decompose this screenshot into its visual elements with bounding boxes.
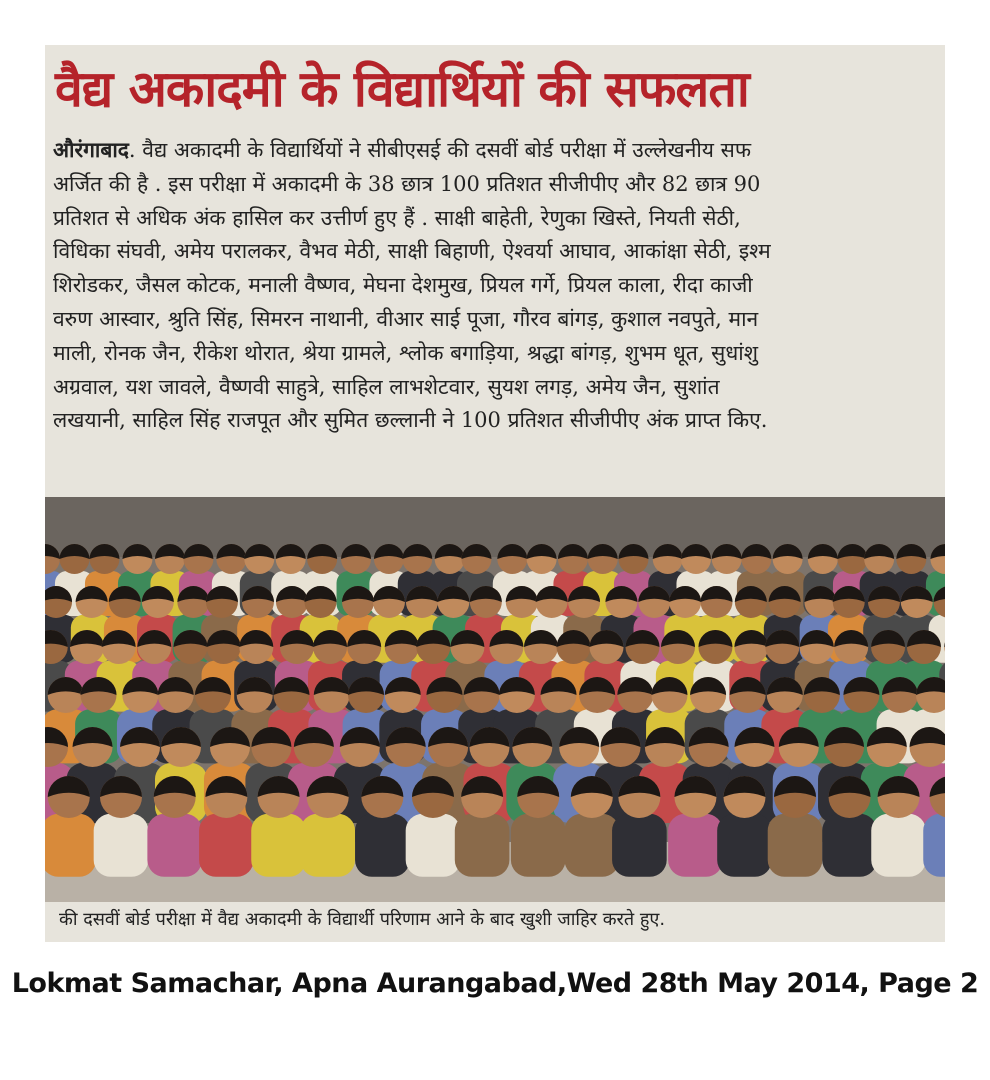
dateline: औरंगाबाद xyxy=(53,137,129,162)
photo-caption: की दसवीं बोर्ड परीक्षा में वैद्य अकादमी के विद्यार्थी परिणाम आने के बाद खुशी जाहिर करते हुए. xyxy=(59,909,666,930)
article-line-text: . वैद्य अकादमी के विद्यार्थियों ने सीबीएसई की दसवीं बोर्ड परीक्षा में उल्लेखनीय सफ xyxy=(128,138,752,162)
article-line: माली, रोनक जैन, रीकेश थोरात, श्रेया ग्रामले, श्लोक बगाड़िया, श्रद्धा बांगड़, शुभम धूत, सुधांशु xyxy=(53,340,758,365)
student-body xyxy=(406,814,461,877)
student-body xyxy=(612,814,667,877)
newspaper-clipping xyxy=(45,45,945,942)
article-line xyxy=(53,133,945,168)
student-body xyxy=(822,814,877,877)
student-body xyxy=(768,814,823,877)
source-citation: Lokmat Samachar, Apna Aurangabad,Wed 28th May 2014, Page 2 xyxy=(11,968,979,999)
student-body xyxy=(300,814,355,877)
article-line: अर्जित की है . इस परीक्षा में अकादमी के 38 छात्र 100 प्रतिशत सीजीपीए और 82 छात्र 90 xyxy=(53,171,761,196)
article-line: लखयानी, साहिल सिंह राजपूत और सुमित छल्लानी ने 100 प्रतिशत सीजीपीए अंक प्राप्त किए. xyxy=(53,408,768,433)
article-line: शिरोडकर, जैसल कोटक, मनाली वैष्णव, मेघना देशमुख, प्रियल गर्गे, प्रियल काला, रीदा काजी xyxy=(53,273,753,298)
student-body xyxy=(45,814,96,877)
student-body xyxy=(564,814,619,877)
student-body xyxy=(871,814,926,877)
student-body xyxy=(923,814,945,877)
student-body xyxy=(251,814,306,877)
student-body xyxy=(355,814,410,877)
student-body xyxy=(147,814,202,877)
group-photo xyxy=(45,497,945,902)
article-line: विधिका संघवी, अमेय परालकर, वैभव मेठी, साक्षी बिहाणी, ऐश्वर्या आघाव, आकांक्षा सेठी, इश्म xyxy=(53,239,771,264)
student-body xyxy=(717,814,772,877)
students-group xyxy=(45,544,945,877)
student-body xyxy=(94,814,149,877)
article-line: अग्रवाल, यश जावले, वैष्णवी साहुत्रे, साहिल लाभशेटवार, सुयश लगड़, अमेय जैन, सुशांत xyxy=(53,374,720,399)
article-line: प्रतिशत से अधिक अंक हासिल कर उत्तीर्ण हुए हैं . साक्षी बाहेती, रेणुका खिस्ते, नियती सेठी, xyxy=(53,205,741,230)
student-body xyxy=(668,814,723,877)
article-body xyxy=(53,133,945,438)
student-body xyxy=(511,814,566,877)
student-body xyxy=(455,814,510,877)
headline: वैद्य अकादमी के विद्यार्थियों की सफलता xyxy=(55,60,749,118)
article-line: वरुण आस्वार, श्रुति सिंह, सिमरन नाथानी, वीआर साई पूजा, गौरव बांगड़, कुशाल नवपुते, मान xyxy=(53,306,759,331)
student-body xyxy=(199,814,254,877)
